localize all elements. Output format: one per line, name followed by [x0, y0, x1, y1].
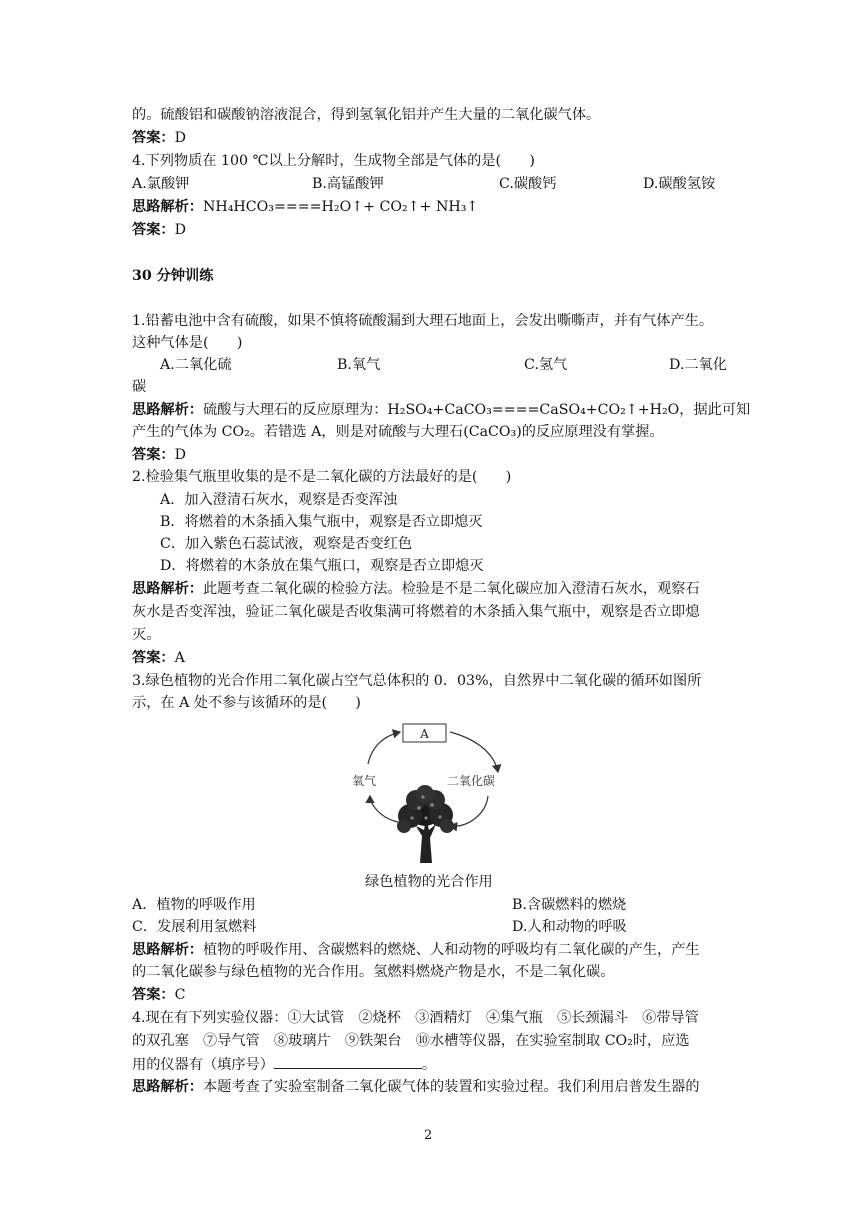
- option-c: C.氢气: [524, 357, 568, 373]
- answer-blank[interactable]: [274, 1053, 422, 1069]
- answer-line: 答案：C: [132, 987, 186, 1003]
- arrow-bottom-right: [450, 796, 488, 826]
- option-a: A.氯酸钾: [132, 176, 190, 192]
- text-line: 的。硫酸铝和碳酸钠溶液混合，得到氢氧化铝并产生大量的二氧化碳气体。: [132, 107, 601, 123]
- option-d: D.碳酸氢铵: [643, 176, 716, 192]
- answer-line: 答案：D: [132, 222, 186, 238]
- figure-caption: 绿色植物的光合作用: [365, 874, 493, 890]
- solution-line: 思路解析：硫酸与大理石的反应原理为：H₂SO₄+CaCO₃====CaSO₄+CO₂↑+H₂O，据此可知: [132, 402, 751, 418]
- option-c: C．发展利用氢燃料: [132, 919, 257, 935]
- section-heading: 30 分钟训练: [132, 268, 214, 284]
- solution-cont: 产生的气体为 CO₂。若错选 A，则是对硫酸与大理石(CaCO₃)的反应原理没有掌握。: [132, 424, 664, 440]
- option-b: B．将燃着的木条插入集气瓶中，观察是否立即熄灭: [160, 514, 483, 530]
- option-b: B.含碳燃料的燃烧: [512, 897, 627, 913]
- option-a: A.二氧化硫: [160, 357, 232, 373]
- question-1-cont: 这种气体是( ): [132, 335, 243, 351]
- option-a: A．加入澄清石灰水，观察是否变浑浊: [160, 492, 398, 508]
- option-cont: 碳: [132, 379, 147, 395]
- question-4b-cont: 的双孔塞 ⑦导气管 ⑧玻璃片 ⑨铁架台 ⑩水槽等仪器，在实验室制取 CO₂时，应选: [132, 1033, 690, 1049]
- page-number: 2: [424, 1128, 433, 1143]
- box-a-label: A: [420, 727, 429, 741]
- option-d: D.二氧化: [669, 357, 727, 373]
- option-d: D．将燃着的木条放在集气瓶口，观察是否立即熄灭: [160, 558, 484, 574]
- question-4b: 4.现在有下列实验仪器：①大试管 ②烧杯 ③酒精灯 ④集气瓶 ⑤长颈漏斗 ⑥带导管: [132, 1010, 699, 1026]
- answer-line: 答案：D: [132, 130, 186, 146]
- option-b: B.氧气: [337, 357, 381, 373]
- solution-line: 思路解析：植物的呼吸作用、含碳燃料的燃烧、人和动物的呼吸均有二氧化碳的产生，产生: [132, 942, 700, 958]
- solution-line: 思路解析：NH₄HCO₃====H₂O↑+ CO₂↑+ NH₃↑: [132, 199, 479, 215]
- co2-label: 二氧化碳: [447, 774, 496, 788]
- question-4: 4.下列物质在 100 ℃以上分解时，生成物全部是气体的是( ): [132, 153, 535, 169]
- solution-cont: 灭。: [132, 627, 161, 643]
- arrow-top-left: [368, 732, 400, 764]
- option-c: C.碳酸钙: [499, 176, 557, 192]
- answer-line: 答案：A: [132, 650, 185, 666]
- solution-line: 思路解析：本题考查了实验室制备二氧化碳气体的装置和实验过程。我们利用启普发生器的: [132, 1079, 700, 1095]
- question-2: 2.检验集气瓶里收集的是不是二氧化碳的方法最好的是( ): [132, 469, 512, 485]
- arrow-top-right: [450, 732, 498, 772]
- question-3: 3.绿色植物的光合作用二氧化碳占空气总体积的 0．03%，自然界中二氧化碳的循环如图所: [132, 673, 702, 689]
- option-d: D.人和动物的呼吸: [512, 919, 627, 935]
- question-3-cont: 示，在 A 处不参与该循环的是( ): [132, 695, 361, 711]
- question-4b-cont: 用的仪器有（填序号） 。: [132, 1053, 732, 1076]
- answer-line: 答案：D: [132, 447, 186, 463]
- solution-cont: 灰水是否变浑浊，验证二氧化碳是否收集满可将燃着的木条插入集气瓶中，观察是否立即熄: [132, 604, 700, 620]
- tree-icon: [397, 785, 454, 863]
- carbon-cycle-diagram: [340, 718, 510, 866]
- solution-line: 思路解析：此题考查二氧化碳的检验方法。检验是不是二氧化碳应加入澄清石灰水，观察石: [132, 581, 700, 597]
- option-b: B.高锰酸钾: [312, 176, 384, 192]
- solution-cont: 的二氧化碳参与绿色植物的光合作用。氢燃料燃烧产物是水，不是二氧化碳。: [132, 964, 615, 980]
- arrow-bottom-left: [370, 796, 398, 822]
- oxygen-label: 氧气: [352, 774, 377, 788]
- question-1: 1.铅蓄电池中含有硫酸，如果不慎将硫酸漏到大理石地面上，会发出嘶嘶声，并有气体产生。: [132, 313, 714, 329]
- option-a: A．植物的呼吸作用: [132, 897, 256, 913]
- option-c: C．加入紫色石蕊试液，观察是否变红色: [160, 536, 413, 552]
